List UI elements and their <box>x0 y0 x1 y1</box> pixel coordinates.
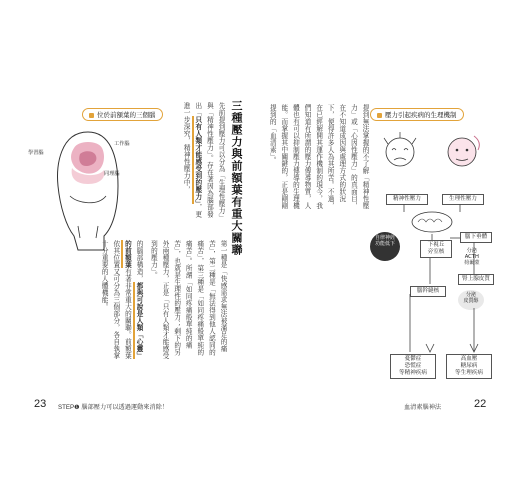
section-heading: 三種壓力與前額葉有重大關聯 <box>230 100 243 256</box>
left-body-col2: 第一種是「快感需求無法被滿足的痛苦」，第二種是「無法得到他人認同的痛苦」，第三種是「如同疼痛般單純的痛苦」。所謂「如同疼痛般單純的痛苦」，也就是生理性的壓力；剩下的另外兩種壓力，正是「只有人類才能感受到的壓力」。 <box>149 240 227 359</box>
work-brain-label: 工作腦 <box>114 141 130 147</box>
pituitary-node: 腦下垂體 <box>460 232 492 243</box>
hypothalamus-node: 下視丘 旁室核 <box>420 240 452 258</box>
mental-stress-node: 精神性壓力 <box>386 194 428 205</box>
learning-brain-label: 學習腦 <box>28 150 44 156</box>
stress-people-illustration <box>378 128 488 188</box>
empathy-brain-label: 同理腦 <box>104 171 120 177</box>
left-body-col3: 的腦部構造，都與可說是人類「心靈」的前額葉有著非常重大的關聯。前額葉依其位置又可分為三個部分，各自執掌十分重要的人體機能。 <box>100 240 143 359</box>
physical-stress-node: 生理性壓力 <box>442 194 484 205</box>
caption-marker <box>89 113 94 118</box>
right-page-footer: 血清素腦神法 <box>404 404 442 411</box>
left-page <box>28 64 248 412</box>
flow-arrows <box>370 204 490 364</box>
raphe-nucleus-node: 腦幹縫核 <box>410 286 446 297</box>
brain-figure-caption: 位於前額葉的三個腦 <box>82 108 163 121</box>
right-body-text: 提到無法掌握的不了解「精神性壓力」或「心因性壓力」的真面目，在不知道成因與處理方式的狀況下，便得許多人為其所苦。不過，在已經解開其運作機制的現今，我們知道有所謂的壓力傳導物質，人體也有可以抑制壓力傳導的生理機能。而掌握其中關鍵的，正是剛剛提到的「血清素」。 <box>268 104 369 209</box>
left-body-col1: 先前提到壓力可以分為「生理性壓力」與「精神性壓力」。存在著因為腦部發出「只有人類才能感受到的壓力」，更進一步深究，精神性壓力中， <box>182 102 225 221</box>
mechanism-figure-caption: 壓力引起疾病的生理機制 <box>370 108 464 121</box>
left-page-footer: STEP❶ 腦部壓力可以透過運動來消除！ <box>58 404 169 411</box>
left-page-number: 23 <box>34 398 47 410</box>
adrenal-cortex-node: 腎上腺皮質 <box>458 274 494 285</box>
acth-secretion-label: 分泌 ACTH 荷爾蒙 <box>464 248 480 266</box>
cortisol-secretion-node: 分泌 皮質醇 <box>458 290 484 310</box>
caption-marker <box>377 113 382 118</box>
right-page <box>270 64 490 412</box>
physical-disease-node: 高血壓 糖尿病 等生理疾病 <box>446 354 492 379</box>
mental-disease-node: 憂鬱症 恐慌症 等精神疾病 <box>390 354 436 379</box>
right-page-number: 22 <box>474 398 487 410</box>
autonomic-function-node: 自律神經 功能低下 <box>370 232 400 261</box>
